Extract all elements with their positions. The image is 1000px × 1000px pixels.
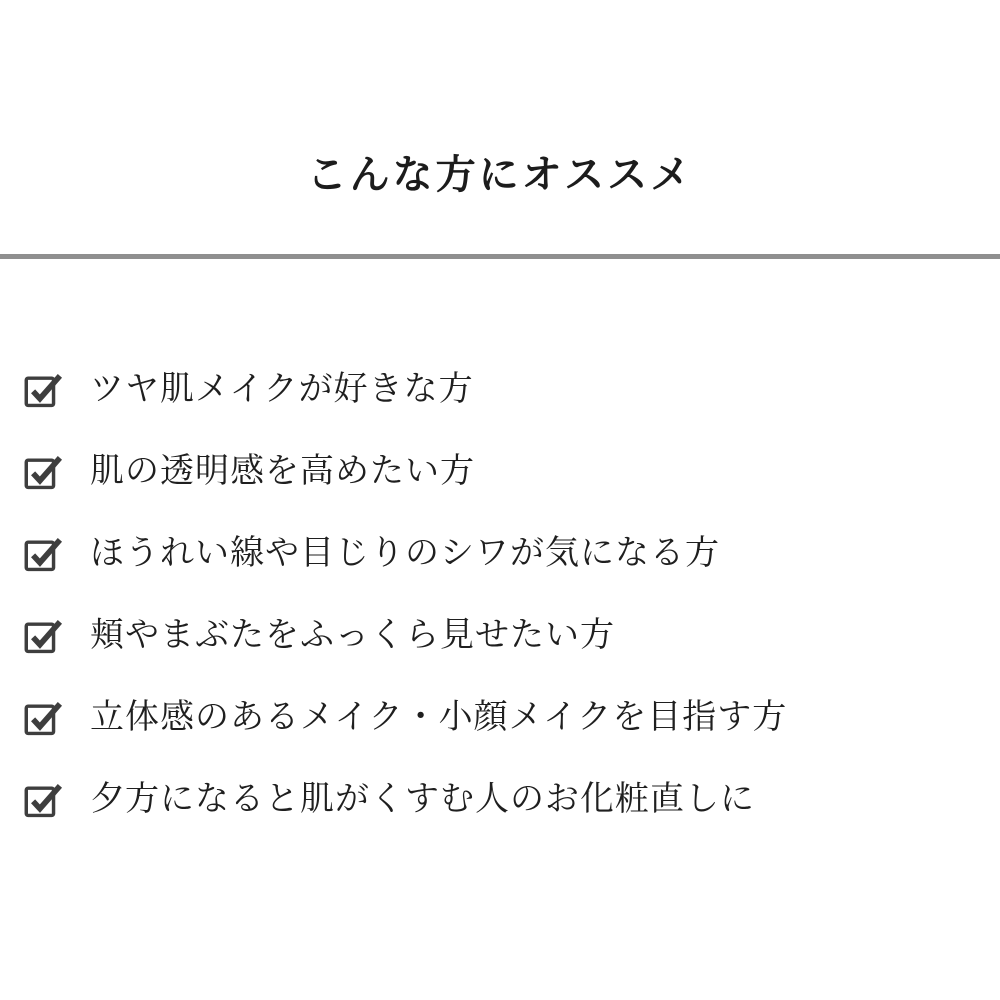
list-item-label: 夕方になると肌がくすむ人のお化粧直しに [90, 780, 755, 819]
checked-checkbox-icon [24, 617, 64, 655]
list-item [24, 781, 1000, 819]
list-item [24, 453, 1000, 491]
recommendation-checklist [0, 371, 1000, 819]
checked-checkbox-icon [24, 699, 64, 737]
list-item [24, 371, 1000, 409]
checked-checkbox-icon [24, 781, 64, 819]
page-title: こんな方にオススメ [306, 153, 694, 197]
checked-checkbox-icon [24, 371, 64, 409]
list-item-label: ツヤ肌メイクが好きな方 [90, 370, 474, 409]
list-item-label: 肌の透明感を高めたい方 [90, 452, 475, 491]
list-item-label: 立体感のあるメイク・小顔メイクを目指す方 [90, 698, 788, 737]
checked-checkbox-icon [24, 453, 64, 491]
divider [0, 254, 1000, 259]
list-item [24, 699, 1000, 737]
list-item-label: ほうれい線や目じりのシワが気になる方 [90, 534, 720, 573]
list-item-label: 頬やまぶたをふっくら見せたい方 [90, 616, 615, 655]
checked-checkbox-icon [24, 535, 64, 573]
list-item [24, 617, 1000, 655]
list-item [24, 535, 1000, 573]
